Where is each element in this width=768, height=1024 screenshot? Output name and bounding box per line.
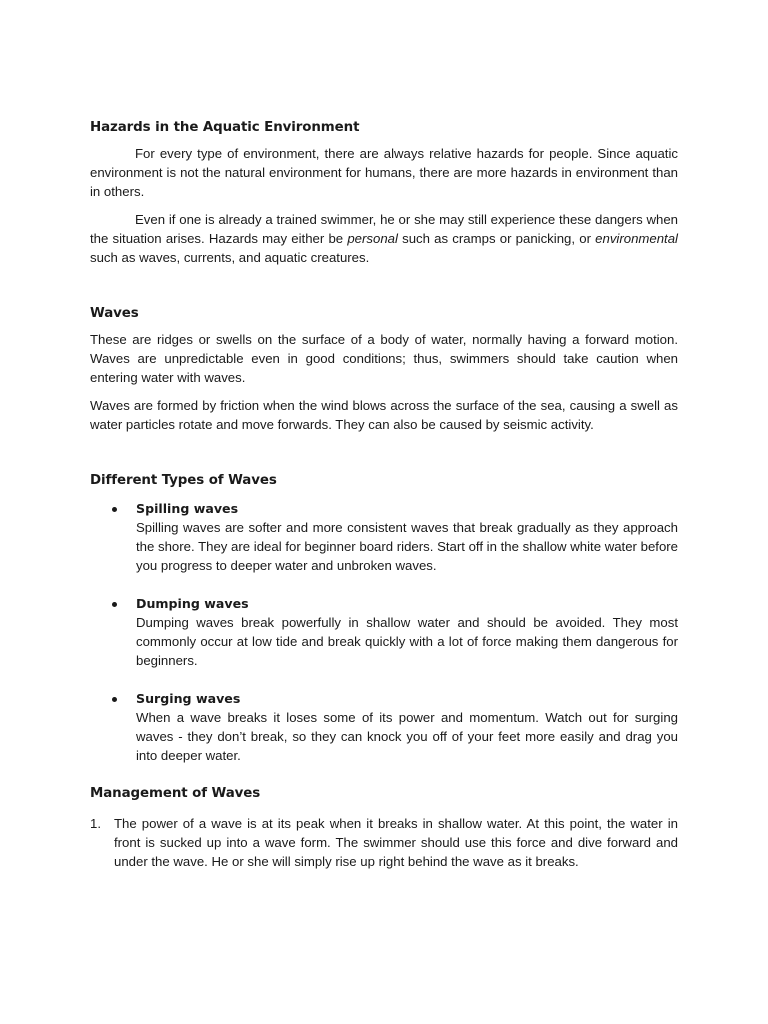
wave-type-title: Dumping waves bbox=[136, 596, 249, 611]
wave-type-description: Spilling waves are softer and more consistent waves that break gradually as they approach the shore. They are ideal for beginner board riders. Start off in the shallow white water before you progress to deeper water and unbroken waves. bbox=[136, 520, 678, 573]
management-step-text: The power of a wave is at its peak when it breaks in shallow water. At this point, the water in front is sucked up into a wave form. The swimmer should use this force and dive forward and under the wave. He or she will simply rise up right behind the wave as it breaks. bbox=[114, 816, 678, 869]
wave-type-title: Spilling waves bbox=[136, 501, 239, 516]
section-title-hazards: Hazards in the Aquatic Environment bbox=[90, 120, 360, 135]
wave-type-description: Dumping waves break powerfully in shallow water and should be avoided. They most commonly occur at low tide and break quickly with a lot of force making them dangerous for beginners. bbox=[136, 615, 678, 668]
document-page bbox=[90, 118, 678, 871]
list-number: 1. bbox=[90, 816, 101, 831]
waves-paragraph-1: These are ridges or swells on the surface of a body of water, normally having a forward motion. Waves are unpredictable even in good conditions; thus, swimmers should take caution when entering water with waves. bbox=[90, 332, 678, 385]
section-title-types: Different Types of Waves bbox=[90, 473, 277, 488]
management-list bbox=[90, 814, 678, 871]
waves-paragraph-2: Waves are formed by friction when the wind blows across the surface of the sea, causing a swell as water particles rotate and move forwards. They can also be caused by seismic activity. bbox=[90, 398, 678, 432]
list-item bbox=[90, 689, 678, 765]
term-environmental: environmental bbox=[595, 231, 678, 246]
hazards-paragraph-1: For every type of environment, there are always relative hazards for people. Since aquatic environment is not the natural environment for humans, there are more hazards in environment than in others. bbox=[90, 146, 678, 199]
hazards-paragraph-2-part-a: Even if one is already a trained swimmer, he or she may still experience these dangers when the situation arises. Hazards may either be bbox=[90, 212, 678, 246]
hazards-paragraph-2-part-c: such as waves, currents, and aquatic creatures. bbox=[90, 250, 370, 265]
section-title-management: Management of Waves bbox=[90, 786, 261, 801]
list-item bbox=[90, 594, 678, 670]
wave-type-title: Surging waves bbox=[136, 691, 241, 706]
wave-types-list bbox=[90, 499, 678, 765]
bullet-icon bbox=[112, 507, 117, 512]
list-item bbox=[90, 814, 678, 871]
list-item bbox=[90, 499, 678, 575]
bullet-icon bbox=[112, 697, 117, 702]
hazards-paragraph-2-part-b: such as cramps or panicking, or bbox=[397, 231, 596, 246]
hazards-paragraph-2 bbox=[90, 210, 678, 267]
term-personal: personal bbox=[347, 231, 398, 246]
wave-type-description: When a wave breaks it loses some of its power and momentum. Watch out for surging waves - they don’t break, so they can knock you off of your feet more easily and drag you into deeper water. bbox=[136, 710, 678, 763]
bullet-icon bbox=[112, 602, 117, 607]
section-title-waves: Waves bbox=[90, 306, 139, 321]
